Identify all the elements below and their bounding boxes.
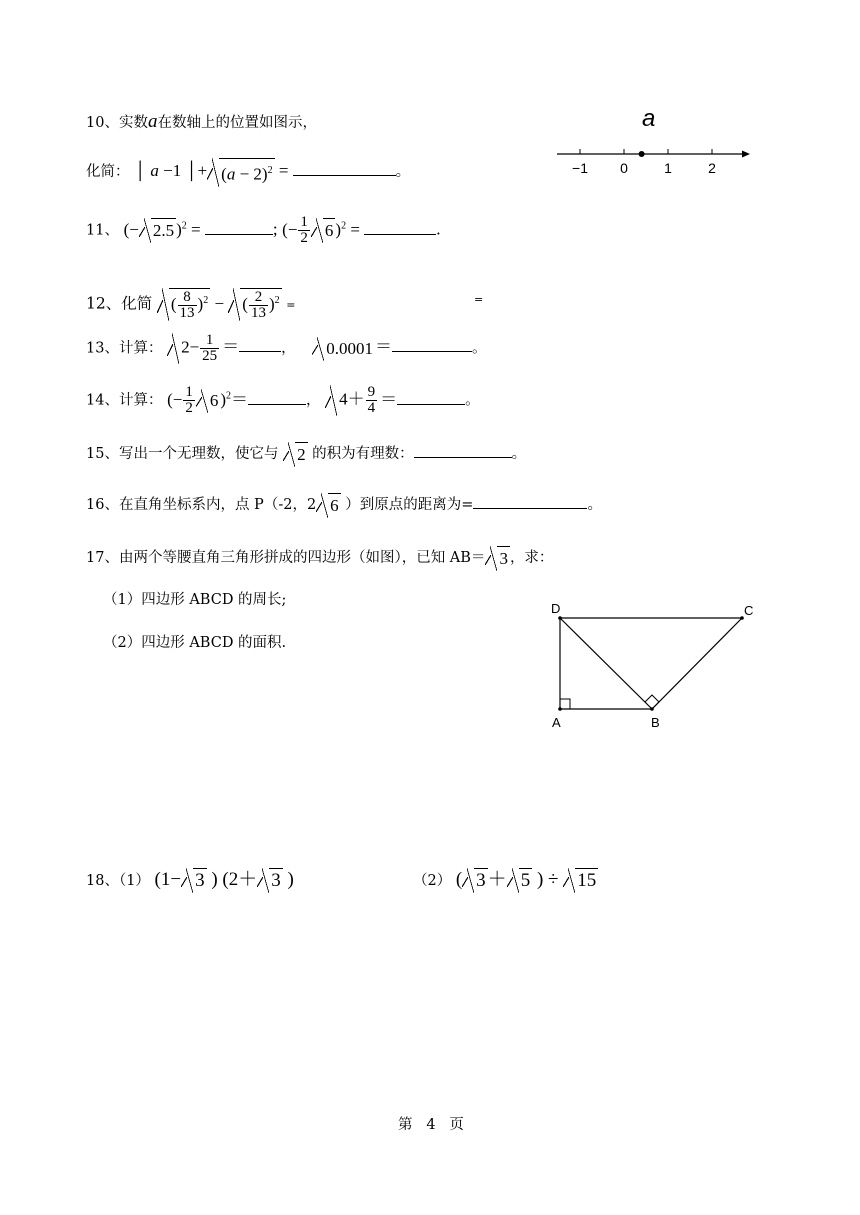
quadrilateral-figure — [540, 598, 770, 738]
q10-prefix: 10、实数 — [86, 115, 148, 131]
number-line-point — [639, 151, 645, 157]
q18-expression1: (1− 3 ) (2＋ 3 ) — [154, 869, 294, 892]
vertex-a — [558, 707, 562, 711]
number-line-tick-label: 1 — [664, 160, 672, 176]
label-b: B — [651, 715, 660, 730]
q10-text: 在数轴上的位置如图示， — [157, 115, 317, 131]
number-line-var-label: a — [642, 105, 656, 132]
q16-line — [86, 492, 602, 518]
q14-expression1: (− $\frac{1}{2}$ 6 )$^2$＝ — [167, 384, 248, 417]
q18-expression2: ( 3 ＋ 5 ) ÷ 15 — [455, 869, 597, 892]
q14-answer-blank-2[interactable] — [397, 390, 465, 405]
q11-expression1: (− 2.5 )$^2$ = — [124, 220, 205, 239]
q14-line: 14、计算： (− $\frac{1}{2}$ 6 )$^2$＝ ， 4＋ $\frac{9}{4}$ ＝ 。 — [86, 384, 480, 417]
q17-sub2: （2）四边形 ABCD 的面积. — [103, 635, 287, 651]
q12-expression: ( $\frac{8}{13}$ )$^2$ − ( $\frac{2}{13}$ )$^2$ — [157, 294, 282, 313]
q11-end: . — [436, 219, 441, 239]
q13-answer-blank-1[interactable] — [239, 337, 281, 352]
q15-answer-blank[interactable] — [414, 443, 512, 458]
q18-label-2: （2） — [413, 873, 452, 889]
q10-end: 。 — [395, 164, 411, 181]
q14-label: 14、计算： — [86, 392, 163, 409]
number-line-tick-label: 0 — [620, 160, 628, 176]
q15-end: 。 — [511, 446, 527, 462]
q14-end: 。 — [465, 392, 480, 409]
q13-answer-blank-2[interactable] — [392, 337, 472, 352]
q17-rest: ，求： — [509, 550, 554, 566]
label-a: A — [552, 715, 561, 730]
q17-text: 17、由两个等腰直角三角形拼成的四边形（如图），已知 AB＝ — [86, 550, 486, 566]
q17-line — [86, 545, 553, 571]
q12-line — [86, 288, 295, 321]
q16-answer-blank[interactable] — [473, 494, 587, 509]
q12-label: 12、化简 — [86, 294, 153, 313]
q11-answer-blank-1[interactable] — [205, 220, 273, 235]
q14-answer-blank-1[interactable] — [248, 390, 306, 405]
q13-end: 。 — [472, 340, 487, 357]
q17-sub1: （1）四边形 ABCD 的周长; — [103, 592, 287, 608]
q10-expression: │ a −1 │+ $(a - 2)^2$ = — [134, 161, 293, 180]
q16-text: 16、在直角坐标系内，点 P（-2，2 — [86, 497, 317, 513]
q11-expression2: (− $\frac{1}{2}$ 6 )$^2$ = — [282, 214, 365, 247]
q16-sqrt6: 6 — [316, 494, 341, 513]
q10-answer-blank[interactable] — [293, 161, 396, 176]
number-line-tick-label: 2 — [708, 160, 716, 176]
q11-sep: ; — [272, 219, 278, 239]
q16-rest: ）到原点的距离为= — [345, 497, 474, 513]
q11-answer-blank-2[interactable] — [364, 220, 436, 235]
q17-sqrt3: 3 — [485, 547, 510, 566]
var-a: a — [147, 111, 158, 132]
q15-line — [86, 441, 526, 467]
vertex-d — [558, 616, 562, 620]
q15-rest: 的积为有理数： — [312, 446, 414, 462]
q13-expression2: 0.0001 ＝ — [312, 337, 392, 356]
q13-line: 13、计算： 2− $\frac{1}{25}$ ＝ ， 0.0001 ＝ 。 — [86, 332, 487, 364]
number-line — [552, 100, 762, 185]
label-c: C — [744, 603, 754, 618]
q18-part2 — [413, 868, 598, 893]
q18-line — [86, 868, 294, 893]
number-line-arrow — [742, 151, 750, 158]
q12-eq1: = — [286, 298, 296, 312]
diagonal-db — [560, 618, 652, 709]
q15-text: 15、写出一个无理数，使它与 — [86, 446, 279, 462]
q11-line — [86, 214, 440, 246]
q18-label-1: 18、（1） — [86, 873, 150, 889]
right-angle-mark-a — [560, 699, 570, 709]
q15-sqrt2: 2 — [283, 443, 308, 462]
q12-eq2: = — [474, 293, 484, 306]
q10-simplify-label: 化简： — [86, 164, 130, 181]
q13-label: 13、计算： — [86, 340, 163, 357]
q10-line2 — [86, 158, 410, 187]
q14-expression2: 4＋ $\frac{9}{4}$ ＝ — [325, 390, 397, 409]
q10-line1 — [86, 110, 317, 135]
vertex-b — [650, 707, 654, 711]
page-footer: 第 4 页 — [398, 1117, 464, 1133]
number-line-tick-label: −1 — [572, 160, 588, 176]
right-angle-mark-b — [645, 695, 659, 709]
q13-expression1: 2− $\frac{1}{25}$ ＝ — [167, 337, 239, 356]
q16-end: 。 — [587, 497, 602, 513]
label-d: D — [551, 601, 561, 616]
q11-label: 11、 — [86, 222, 119, 239]
